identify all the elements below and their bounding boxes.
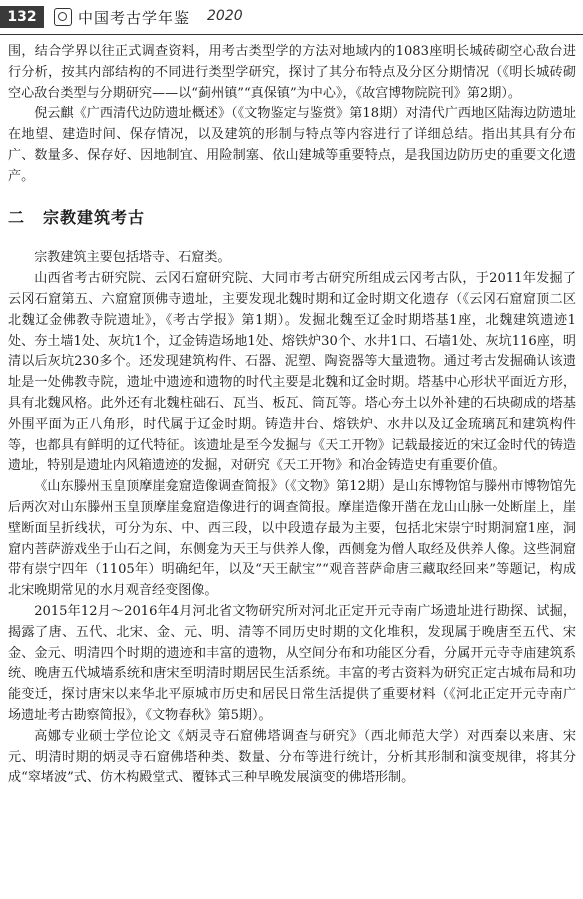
- journal-title: 中国考古学年鉴: [78, 9, 191, 27]
- journal-year: 2020: [207, 8, 243, 24]
- paragraph: 倪云麒《广西清代边防遗址概述》（《文物鉴定与鉴赏》第18期）对清代广西地区陆海边防遗址在地望、建造时间、保存情况，以及建筑的形制与特点等内容进行了详细总结。指出其具有分布广、数量多、保存好、因地制宜、用险制塞、依山建城等重要特点，是我国边防历史的重要文化遗产。: [8, 106, 576, 184]
- article-body: [8, 42, 576, 789]
- page-number: 132: [0, 6, 44, 28]
- paragraph: 高娜专业硕士学位论文《炳灵寺石窟佛塔调查与研究》（西北师范大学）对西秦以来唐、宋元、明清时期的炳灵寺石窟佛塔种类、数量、分布等进行统计，分析其形制和演变规律，将其分成“窣堵波”式、仿木构殿堂式、覆钵式三种早晚发展演变的佛塔形制。: [8, 728, 576, 786]
- section-number: 二: [8, 207, 26, 227]
- paragraph: 宗教建筑主要包括塔寺、石窟类。: [34, 250, 231, 266]
- paragraph: 山西省考古研究院、云冈石窟研究院、大同市考古研究所组成云冈考古队，于2011年发掘了云冈石窟第五、六窟窟顶佛寺遗址，主要发现北魏时期和辽金时期文化遗存（《云冈石窟窟顶二区北魏辽金佛教寺院遗址》，《考古学报》第1期）。发掘北魏至辽金时期塔基1座，北魏建筑遗迹1处、夯土墙1处、灰坑1个，辽金铸造场地1处、熔铁炉30个、水井1口、石墙1处、灰坑116座，明清以后灰坑230多个。还发现建筑构件、石器、泥塑、陶瓷器等大量遗物。通过考古发掘确认该遗址是一处佛教寺院，遗址中遗迹和遗物的时代主要是北魏和辽金时期。塔基中心形状平面近方形，具有北魏风格。此外还有北魏柱础石、瓦当、板瓦、筒瓦等。塔心夯土以外补建的石块砌成的塔基外围平面为正八角形，时代属于辽金时期。铸造井台、熔铁炉、水井以及辽金琉璃瓦和建筑构件等，也都具有鲜明的辽代特征。该遗址是至今发掘与《天工开物》记载最接近的宋辽金时代的铸造遗址，特别是遗址内风箱遗迹的发掘，对研究《天工开物》和冶金铸造史有重要价值。: [8, 271, 576, 474]
- paragraph: 2015年12月～2016年4月河北省文物研究所对河北正定开元寺南广场遗址进行勘探、试掘，揭露了唐、五代、北宋、金、元、明、清等不同历史时期的文化堆积，发现属于晚唐至五代、宋金、金元、明清四个时期的遗迹和丰富的遗物，从空间分布和功能区分看，分属开元寺寺庙建筑系统、晚唐五代城墙系统和唐宋至明清时期居民生活系统。丰富的考古资料为研究正定古城布局和功能变迁，探讨唐宋以来华北平原城市历史和居民日常生活提供了重要材料（《河北正定开元寺南广场遗址考古勘察简报》，《文物春秋》第5期）。: [8, 603, 576, 723]
- paragraph: 《山东滕州玉皇顶摩崖龛窟造像调查简报》（《文物》第12期）是山东博物馆与滕州市博物馆先后两次对山东滕州玉皇顶摩崖龛窟造像进行的调查简报。摩崖造像开凿在龙山山脉一处断崖上，崖壁断面呈折线状，可分为东、中、西三段，以中段遗存最为主要，包括北宋崇宁时期洞窟1座，洞窟内菩萨游戏坐于山石之间，东侧龛为天王与供养人像，西侧龛为僧人取经及供养人像。这些洞窟带有崇宁四年（1105年）明确纪年，以及“天王献宝”“观音菩萨命唐三藏取经回来”等题记，构成北宋晚期常见的水月观音经变图像。: [8, 479, 576, 599]
- section-title: 宗教建筑考古: [43, 207, 146, 227]
- paragraph: 围，结合学界以往正式调查资料，用考古类型学的方法对地域内的1083座明长城砖砌空心敌台进行分析，按其内部结构的不同进行类型学研究，探讨了其分布特点及分区分期情况（《明长城砖砌空心敌台类型与分期研究——以“蓟州镇”“真保镇”为中心》，《故宫博物院院刊》第2期）。: [8, 44, 576, 101]
- section-heading: [8, 208, 576, 229]
- page-header: [0, 0, 583, 35]
- journal-logo-icon: [54, 8, 72, 26]
